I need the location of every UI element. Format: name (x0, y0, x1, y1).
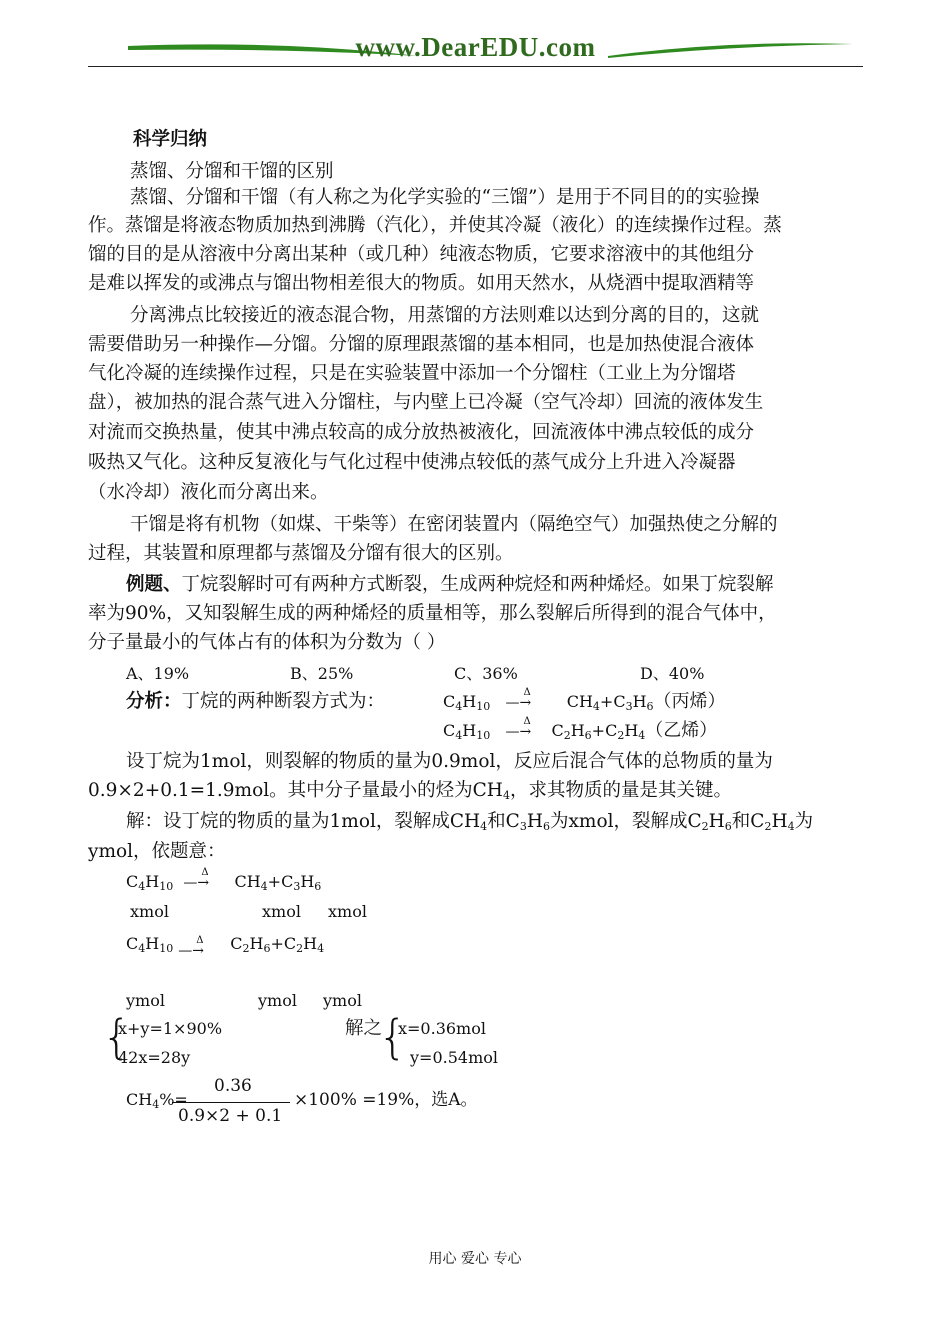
paragraph-line: 馏的目的是从溶液中分离出某种（或几种）纯液态物质，它要求溶液中的其他组分 (88, 244, 755, 265)
solution-line: 解：设丁烷的物质的量为1mol，裂解成$CH_4$和$C_3H_6$为xmol，裂解成$C_2H_6$和$C_2H_4$为 (126, 811, 814, 833)
section-title: 科学归纳 (133, 129, 208, 150)
paragraph-line: 作。蒸馏是将液态物质加热到沸腾（汽化），并使其冷凝（液化）的连续操作过程。蒸 (88, 215, 782, 236)
example-line: 分子量最小的气体占有的体积为分数为（ ） (88, 632, 446, 653)
analysis-line: 0.9×2+0.1=1.9mol。其中分子量最小的烃为$CH_4$，求其物质的量是其关键。 (88, 780, 732, 802)
paragraph-line: 分离沸点比较接近的液态混合物，用蒸馏的方法则难以达到分离的目的，这就 (130, 305, 760, 326)
fraction-denominator: 0.9×2 + 0.1 (178, 1106, 283, 1126)
example-line: 例题、丁烷裂解时可有两种方式断裂，生成两种烷烃和两种烯烃。如果丁烷裂解 (126, 574, 774, 595)
system-eq1: x+y=1×90% (118, 1019, 223, 1038)
section-subtitle: 蒸馏、分馏和干馏的区别 (130, 161, 334, 182)
result-x: x=0.36mol (398, 1019, 486, 1038)
percent-result: ×100% =19%，选A。 (294, 1090, 478, 1110)
amount-x: xmol (130, 902, 169, 921)
example-line: 率为90%，又知裂解生成的两种烯烃的质量相等，那么裂解后所得到的混合气体中， (88, 603, 777, 624)
fraction-numerator: 0.36 (214, 1076, 252, 1096)
option-a: A、19% (126, 664, 190, 683)
header-rule (88, 66, 863, 67)
option-d: D、40% (640, 664, 705, 683)
equation-line: $C_4H_{10}$ — Δ → $C_2H_6+C_2H_4$ (126, 934, 325, 959)
page-footer: 用心 爱心 专心 (428, 1251, 522, 1267)
paragraph-line: 是难以挥发的或沸点与馏出物相差很大的物质。如用天然水，从烧酒中提取酒精等 (88, 273, 755, 294)
paragraph-line: 盘），被加热的混合蒸气进入分馏柱，与内壁上已冷凝（空气冷却）回流的液体发生 (88, 392, 764, 413)
brace-left: { (102, 1010, 132, 1064)
page-header (88, 30, 863, 70)
system-eq2: 42x=28y (118, 1048, 191, 1067)
analysis-line: 设丁烷为1mol，则裂解的物质的量为0.9mol，反应后混合气体的总物质的量为 (126, 751, 773, 772)
brace-right: { (378, 1010, 408, 1064)
amount-y: ymol (126, 991, 165, 1010)
paragraph-line: 过程，其装置和原理都与蒸馏及分馏有很大的区别。 (88, 543, 514, 564)
solve-label: 解之 (345, 1018, 383, 1039)
analysis-line: 分析：丁烷的两种断裂方式为： (126, 691, 386, 712)
option-c: C、36% (454, 664, 518, 683)
option-b: B、25% (290, 664, 354, 683)
amount-x: xmol (328, 902, 367, 921)
equation-propene: $C_4H_{10}$ — Δ → $CH_4+C_3H_6$（丙烯） (443, 687, 726, 713)
paragraph-line: 蒸馏、分馏和干馏（有人称之为化学实验的“三馏”）是用于不同目的的实验操 (130, 187, 760, 208)
equation-ethene: $C_4H_{10}$ — Δ → $C_2H_6+C_2H_4$（乙烯） (443, 716, 718, 742)
paragraph-line: 需要借助另一种操作—分馏。分馏的原理跟蒸馏的基本相同，也是加热使混合液体 (88, 334, 755, 355)
site-logo: www.DearEDU.com (355, 32, 596, 62)
fraction-bar (172, 1102, 290, 1103)
amount-x: xmol (262, 902, 301, 921)
paragraph-line: 对流而交换热量，使其中沸点较高的成分放热被液化，回流液体中沸点较低的成分 (88, 422, 755, 443)
paragraph-line: （水冷却）液化而分离出来。 (88, 482, 329, 503)
right-swoosh-decoration (608, 36, 853, 60)
amount-y: ymol (323, 991, 362, 1010)
paragraph-line: 干馏是将有机物（如煤、干柴等）在密闭装置内（隔绝空气）加强热使之分解的 (130, 514, 778, 535)
paragraph-line: 吸热又气化。这种反复液化与气化过程中使沸点较低的蒸气成分上升进入冷凝器 (88, 452, 736, 473)
amount-y: ymol (258, 991, 297, 1010)
percent-label: $CH_4\%=$ (126, 1090, 188, 1111)
solution-line: ymol，依题意： (88, 841, 226, 862)
paragraph-line: 气化冷凝的连续操作过程，只是在实验装置中添加一个分馏柱（工业上为分馏塔 (88, 363, 736, 384)
equation-line: $C_4H_{10}$ — Δ → $CH_4+C_3H_6$ (126, 867, 322, 893)
result-y: y=0.54mol (410, 1048, 498, 1067)
